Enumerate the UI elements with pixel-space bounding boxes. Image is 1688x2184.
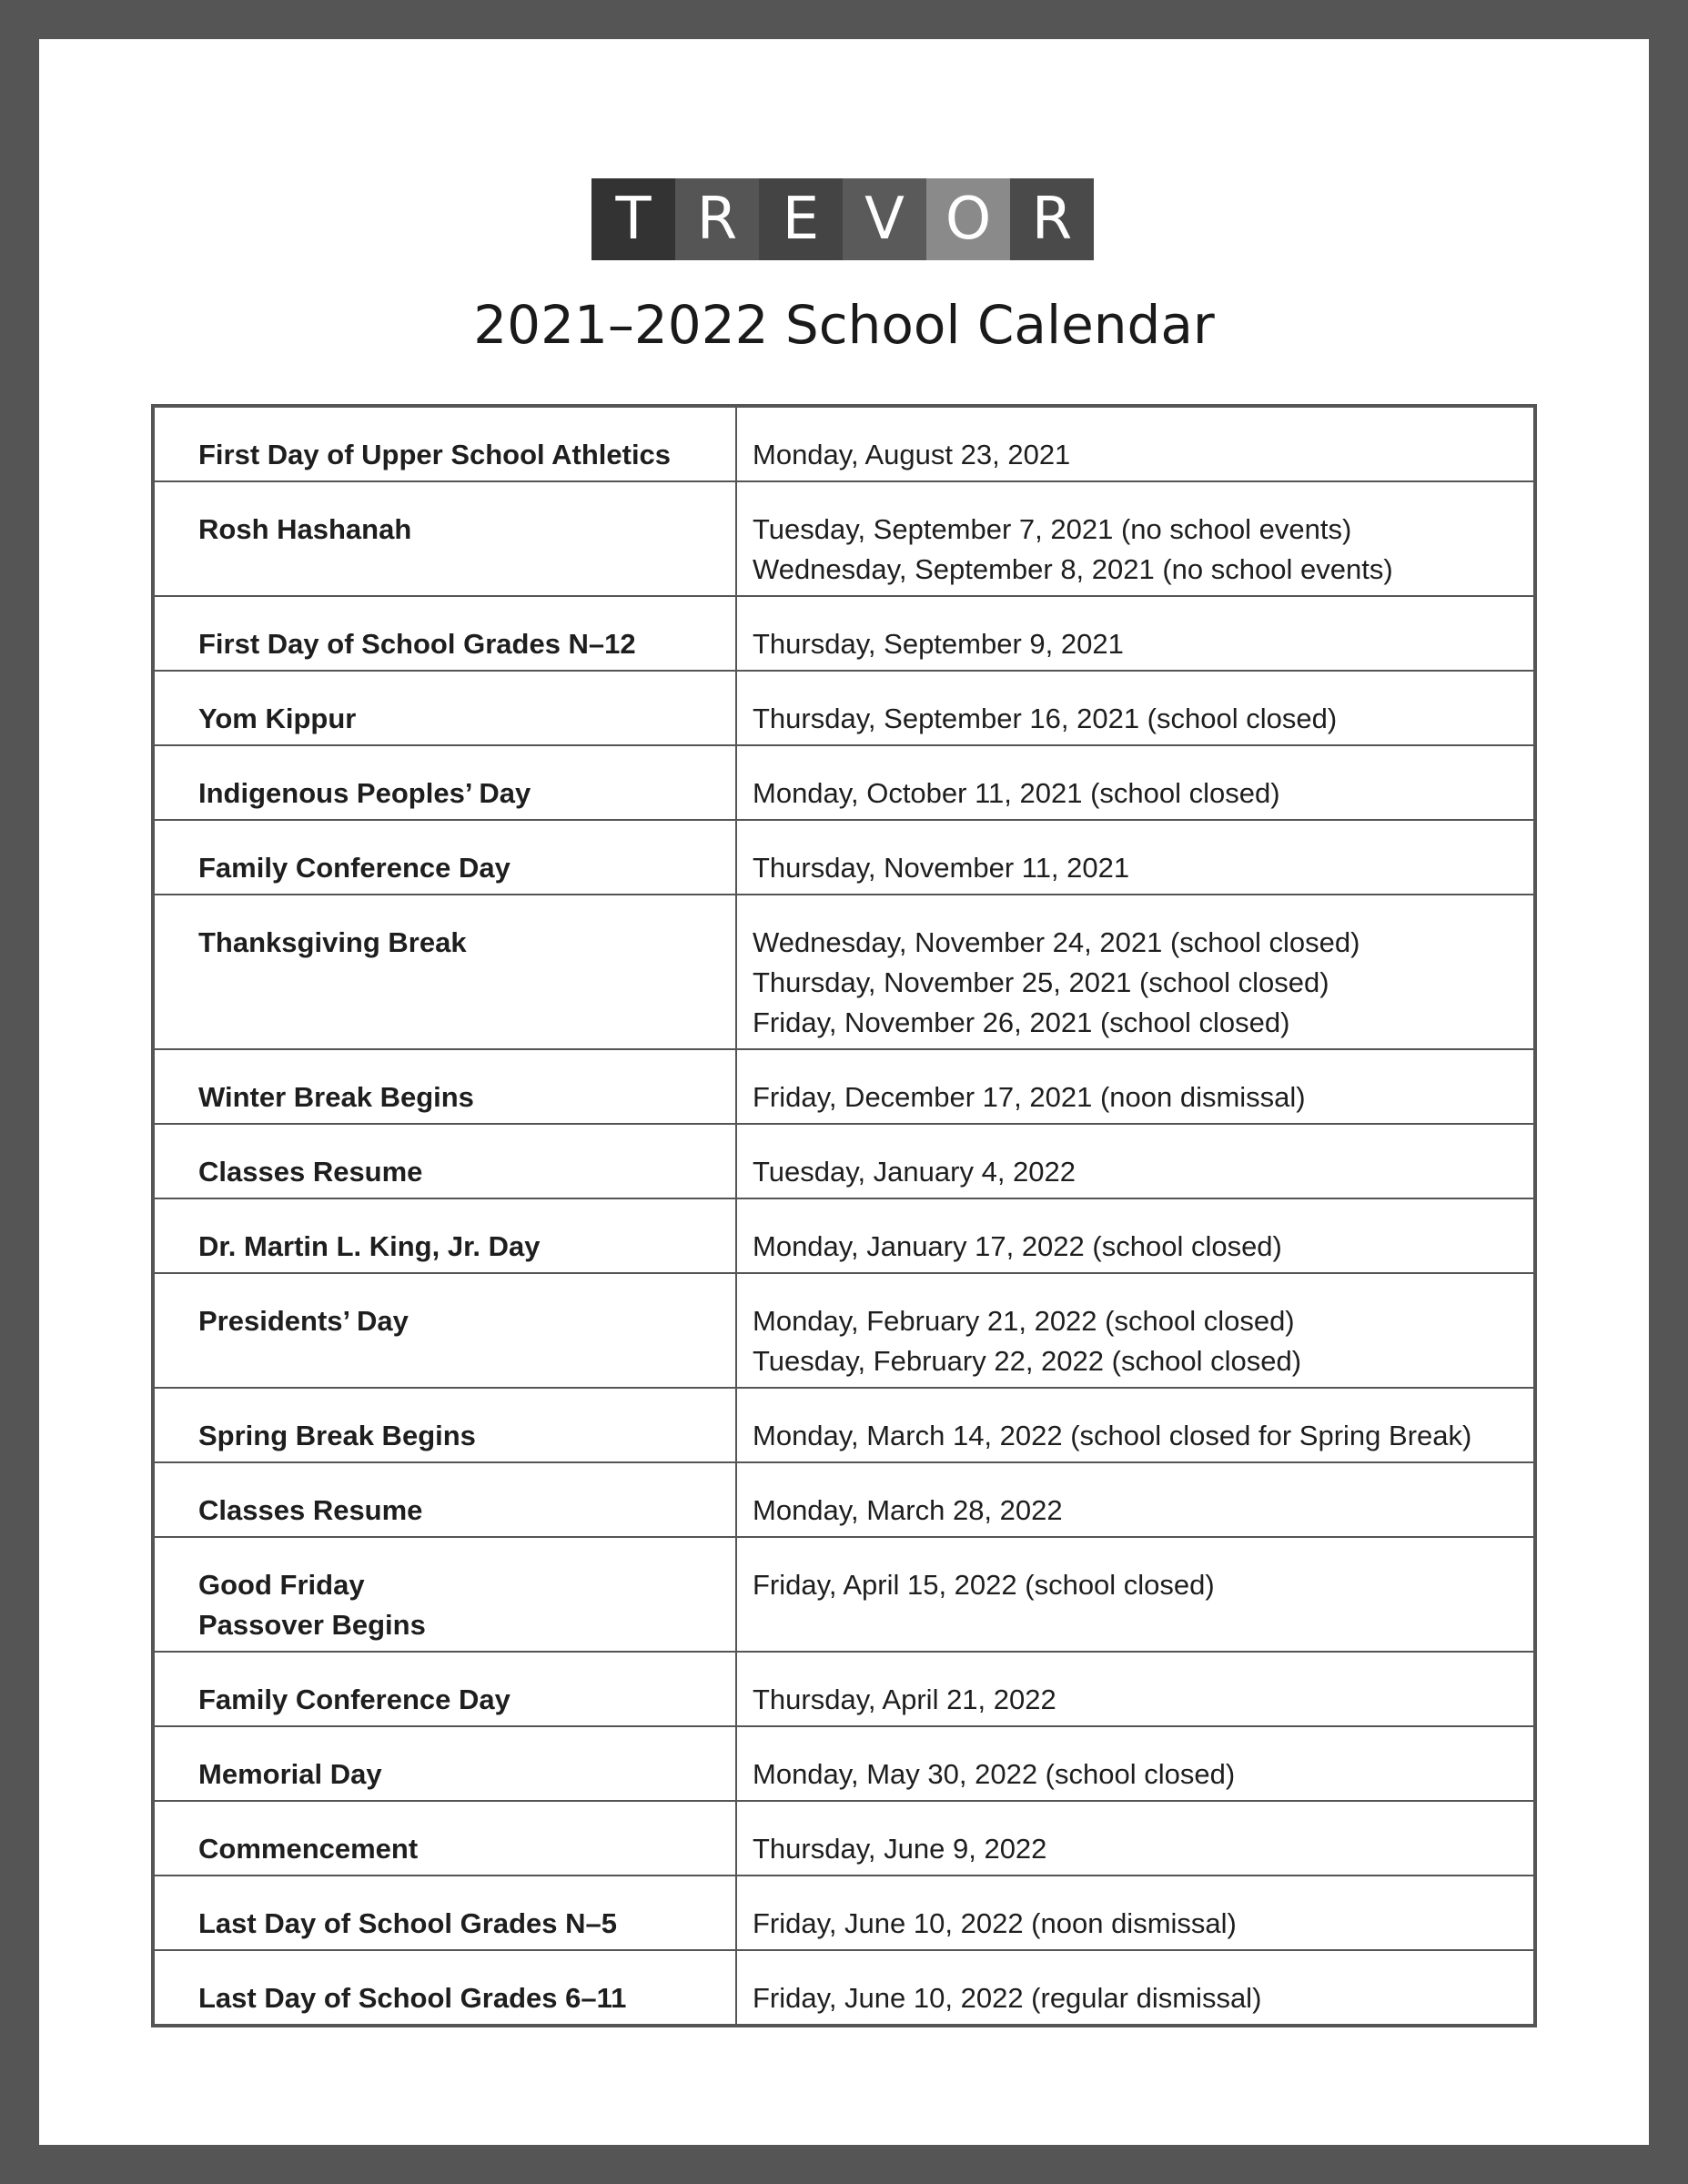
calendar-row: [155, 819, 1533, 894]
event-date: Thursday, June 9, 2022: [753, 1833, 1047, 1865]
event-name-cell: [155, 1125, 737, 1198]
event-name-cell: [155, 672, 737, 744]
event-date: Thursday, April 21, 2022: [753, 1684, 1056, 1715]
calendar-row: [155, 894, 1533, 1048]
event-name: Family Conference Day: [198, 852, 510, 884]
event-dates-cell: [737, 746, 1533, 819]
event-name-cell: [155, 895, 737, 1048]
calendar-row: [155, 1461, 1533, 1536]
event-name: Commencement: [198, 1833, 419, 1865]
event-date: Monday, March 28, 2022: [753, 1494, 1063, 1526]
calendar-row: [155, 1387, 1533, 1461]
logo-letter: V: [843, 178, 926, 260]
calendar-row: [155, 1536, 1533, 1651]
event-date: Thursday, November 11, 2021: [753, 852, 1130, 884]
event-dates-cell: [737, 482, 1533, 595]
event-dates-cell: [737, 1463, 1533, 1536]
event-dates-cell: [737, 1727, 1533, 1800]
event-date: Wednesday, November 24, 2021 (school closed): [753, 926, 1360, 958]
event-name: First Day of Upper School Athletics: [198, 439, 672, 470]
event-dates-cell: [737, 1653, 1533, 1725]
event-name-cell: [155, 597, 737, 670]
event-name-cell: [155, 1653, 737, 1725]
event-date: Friday, April 15, 2022 (school closed): [753, 1569, 1215, 1601]
logo-letter: O: [926, 178, 1010, 260]
calendar-row: [155, 1651, 1533, 1725]
event-name-cell: [155, 1463, 737, 1536]
event-date: Thursday, September 9, 2021: [753, 628, 1124, 660]
page-title: 2021–2022 School Calendar: [473, 294, 1215, 356]
event-dates-cell: [737, 1199, 1533, 1272]
event-name-cell: [155, 1876, 737, 1949]
event-date: Monday, May 30, 2022 (school closed): [753, 1758, 1236, 1790]
event-name: Last Day of School Grades 6–11: [198, 1982, 627, 2014]
event-date: Tuesday, January 4, 2022: [753, 1156, 1076, 1188]
event-date: Friday, June 10, 2022 (regular dismissal): [753, 1982, 1262, 2014]
logo-letter: E: [759, 178, 843, 260]
event-date: Thursday, November 25, 2021 (school closed): [753, 966, 1329, 998]
calendar-row: [155, 1272, 1533, 1387]
event-name-cell: [155, 821, 737, 894]
event-date: Friday, November 26, 2021 (school closed): [753, 1006, 1290, 1038]
event-date: Friday, June 10, 2022 (noon dismissal): [753, 1907, 1237, 1939]
calendar-row: [155, 1949, 1533, 2024]
calendar-row: [155, 1875, 1533, 1949]
event-dates-cell: [737, 1538, 1533, 1651]
event-dates-cell: [737, 821, 1533, 894]
event-name-cell: [155, 408, 737, 480]
event-date: Monday, February 21, 2022 (school closed): [753, 1305, 1295, 1337]
event-name-cell: [155, 746, 737, 819]
event-dates-cell: [737, 408, 1533, 480]
event-dates-cell: [737, 895, 1533, 1048]
event-name: Good Friday: [198, 1569, 365, 1601]
event-date: Thursday, September 16, 2021 (school closed): [753, 703, 1338, 734]
event-dates-cell: [737, 1802, 1533, 1875]
event-name-cell: [155, 482, 737, 595]
event-date: Tuesday, February 22, 2022 (school closed): [753, 1345, 1302, 1377]
event-date: Monday, October 11, 2021 (school closed): [753, 777, 1280, 809]
event-name: Indigenous Peoples’ Day: [198, 777, 531, 809]
event-name-cell: [155, 1050, 737, 1123]
event-name-cell: [155, 1802, 737, 1875]
calendar-row: [155, 1048, 1533, 1123]
event-dates-cell: [737, 1125, 1533, 1198]
calendar-row: [155, 670, 1533, 744]
event-name: Winter Break Begins: [198, 1081, 474, 1113]
logo-letter: T: [591, 178, 675, 260]
event-date: Wednesday, September 8, 2021 (no school events): [753, 553, 1393, 585]
event-name: Thanksgiving Break: [198, 926, 467, 958]
event-name: Memorial Day: [198, 1758, 382, 1790]
calendar-row: [155, 1123, 1533, 1198]
calendar-row: [155, 1800, 1533, 1875]
event-dates-cell: [737, 1050, 1533, 1123]
event-name: Dr. Martin L. King, Jr. Day: [198, 1230, 541, 1262]
event-date: Monday, August 23, 2021: [753, 439, 1071, 470]
event-name: Spring Break Begins: [198, 1420, 476, 1451]
event-name-cell: [155, 1727, 737, 1800]
event-name-cell: [155, 1951, 737, 2024]
calendar-row: [155, 1725, 1533, 1800]
event-name: Family Conference Day: [198, 1684, 510, 1715]
event-name-cell: [155, 1538, 737, 1651]
event-dates-cell: [737, 1951, 1533, 2024]
calendar-row: [155, 595, 1533, 670]
event-name: Rosh Hashanah: [198, 513, 412, 545]
event-dates-cell: [737, 1389, 1533, 1461]
trevor-logo: [591, 178, 1094, 260]
calendar-row: [155, 480, 1533, 595]
event-date: Monday, January 17, 2022 (school closed): [753, 1230, 1282, 1262]
event-name: Passover Begins: [198, 1609, 426, 1641]
event-dates-cell: [737, 1274, 1533, 1387]
event-name: Classes Resume: [198, 1494, 423, 1526]
logo-letter: R: [675, 178, 759, 260]
event-name: Presidents’ Day: [198, 1305, 409, 1337]
event-name: Classes Resume: [198, 1156, 423, 1188]
event-name: Last Day of School Grades N–5: [198, 1907, 617, 1939]
event-name-cell: [155, 1199, 737, 1272]
calendar-table: [151, 404, 1537, 2027]
event-dates-cell: [737, 1876, 1533, 1949]
event-name-cell: [155, 1389, 737, 1461]
event-date: Monday, March 14, 2022 (school closed for Spring Break): [753, 1420, 1472, 1451]
calendar-row: [155, 408, 1533, 480]
calendar-row: [155, 744, 1533, 819]
calendar-row: [155, 1198, 1533, 1272]
event-name-cell: [155, 1274, 737, 1387]
event-dates-cell: [737, 672, 1533, 744]
event-name: Yom Kippur: [198, 703, 357, 734]
logo-letter: R: [1010, 178, 1094, 260]
calendar-page: [39, 39, 1649, 2145]
event-dates-cell: [737, 597, 1533, 670]
event-name: First Day of School Grades N–12: [198, 628, 636, 660]
event-date: Tuesday, September 7, 2021 (no school events): [753, 513, 1352, 545]
event-date: Friday, December 17, 2021 (noon dismissal): [753, 1081, 1306, 1113]
